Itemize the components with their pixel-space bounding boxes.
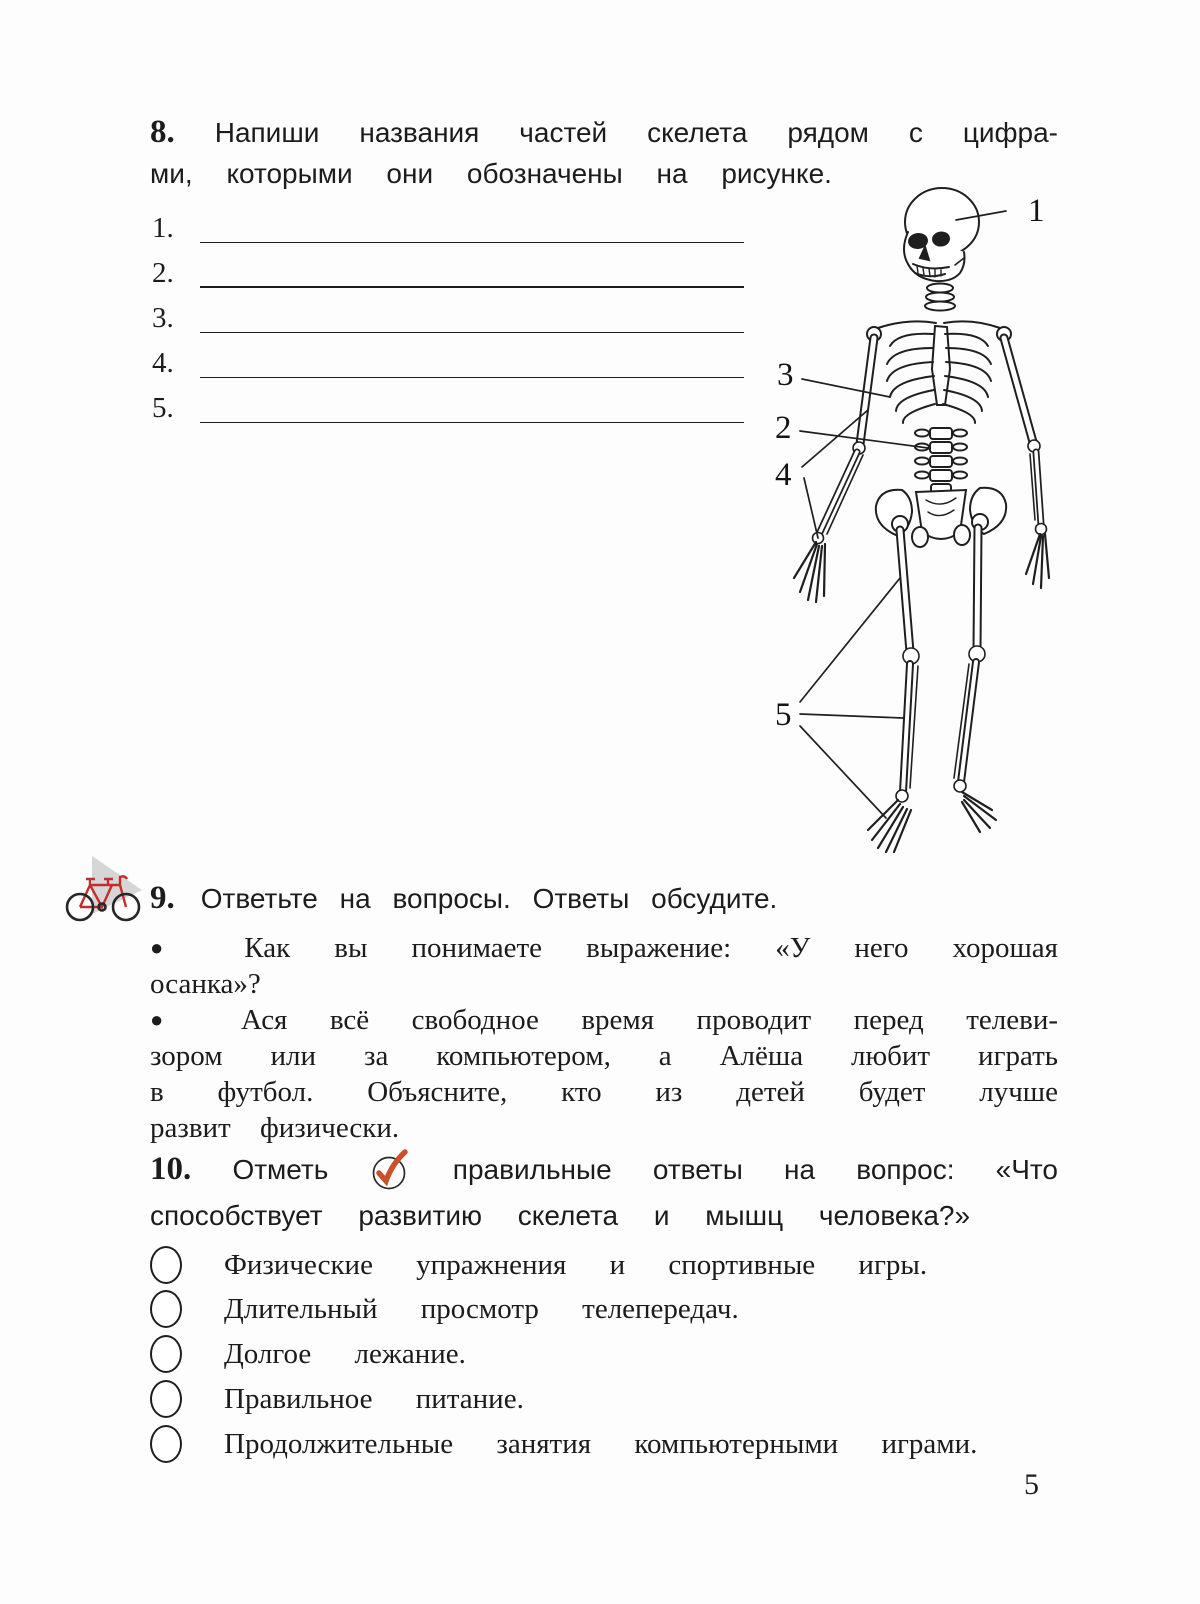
skull (904, 188, 979, 281)
task9-bullet2-line3: в футбол. Объясните, кто из детей будет лучше (150, 1076, 1058, 1108)
skeleton-illustration (750, 180, 1070, 870)
spine (915, 428, 967, 494)
blank-row-4 (150, 344, 744, 378)
right-arm (1004, 338, 1049, 588)
option-row-5 (150, 1425, 1058, 1463)
task10-number: 10. (150, 1151, 192, 1187)
option-circle-2[interactable] (150, 1290, 182, 1328)
option-row-1 (150, 1246, 1058, 1284)
blank-label: 1. (152, 212, 174, 244)
task9-bullet2-line4: развит физически. (150, 1112, 400, 1144)
bullet-icon: ● (150, 935, 201, 960)
skeleton-figure (750, 180, 1070, 870)
left-leg (868, 530, 919, 852)
pelvis (876, 488, 1006, 547)
task8-heading-line2: ми, которыми они обозначены на рисунке. (150, 158, 832, 189)
bullet-icon: ● (150, 1007, 199, 1032)
option-row-4 (150, 1380, 1058, 1418)
blank-label: 4. (152, 347, 174, 379)
figure-label-2: 2 (775, 410, 792, 446)
bullet2-text: Ася всё свободное время проводит перед телеви- (240, 1004, 1058, 1036)
task8-instruction: Напиши названия частей скелета рядом с цифра- (214, 117, 1059, 148)
bullet1-text: Как вы понимаете выражение: «У него хорошая (244, 932, 1058, 964)
option-label: Продолжительные занятия компьютерными играми. (224, 1427, 978, 1460)
task10-text-after-check: правильные ответы на вопрос: «Что (452, 1154, 1058, 1185)
blank-row-5 (150, 389, 744, 423)
task9-bullet1-line1 (150, 930, 1058, 966)
task10-text-before-check: Отметь (232, 1154, 329, 1185)
figure-label-5: 5 (775, 697, 792, 733)
task8-heading-line1 (150, 112, 1058, 153)
blank-label: 2. (152, 257, 174, 289)
task9-heading (150, 878, 1058, 919)
tandem-bicycle-icon (62, 854, 146, 926)
figure-label-1: 1 (1028, 193, 1045, 229)
task9-bullet2-line1 (150, 1002, 1058, 1038)
option-circle-1[interactable] (150, 1246, 182, 1284)
option-row-3 (150, 1335, 1058, 1373)
option-circle-3[interactable] (150, 1335, 182, 1373)
blank-row-3 (150, 299, 744, 333)
answer-blank-line-2[interactable] (200, 286, 744, 288)
answer-blank-line-4[interactable] (200, 377, 744, 378)
option-label: Долгое лежание. (224, 1337, 466, 1370)
task9-bullet1-line2: осанка»? (150, 968, 261, 1000)
option-row-2 (150, 1290, 1058, 1328)
neck (925, 284, 955, 311)
task10-heading-line2: способствует развитию скелета и мышц человека?» (150, 1200, 971, 1231)
blank-label: 3. (152, 302, 174, 334)
task8-number: 8. (150, 114, 175, 150)
left-arm (794, 338, 874, 602)
option-label: Правильное питание. (224, 1382, 524, 1415)
task9-instruction: Ответьте на вопросы. Ответы обсудите. (200, 883, 778, 914)
blank-row-2 (150, 254, 744, 288)
option-circle-4[interactable] (150, 1380, 182, 1418)
answer-blank-line-5[interactable] (200, 422, 744, 423)
figure-label-4: 4 (775, 457, 792, 493)
page-number: 5 (1024, 1468, 1039, 1501)
option-label: Физические упражнения и спортивные игры. (224, 1248, 928, 1281)
answer-blank-line-1[interactable] (200, 242, 744, 243)
blank-label: 5. (152, 392, 174, 424)
task9-number: 9. (150, 880, 175, 916)
figure-label-3: 3 (777, 357, 794, 393)
answer-blank-line-3[interactable] (200, 332, 744, 333)
blank-row-1 (150, 209, 744, 243)
task9-bullet2-line2: зором или за компьютером, а Алёша любит играть (150, 1040, 1058, 1072)
option-circle-5[interactable] (150, 1425, 182, 1463)
option-label: Длительный просмотр телепередач. (224, 1292, 739, 1325)
right-leg (954, 528, 996, 832)
